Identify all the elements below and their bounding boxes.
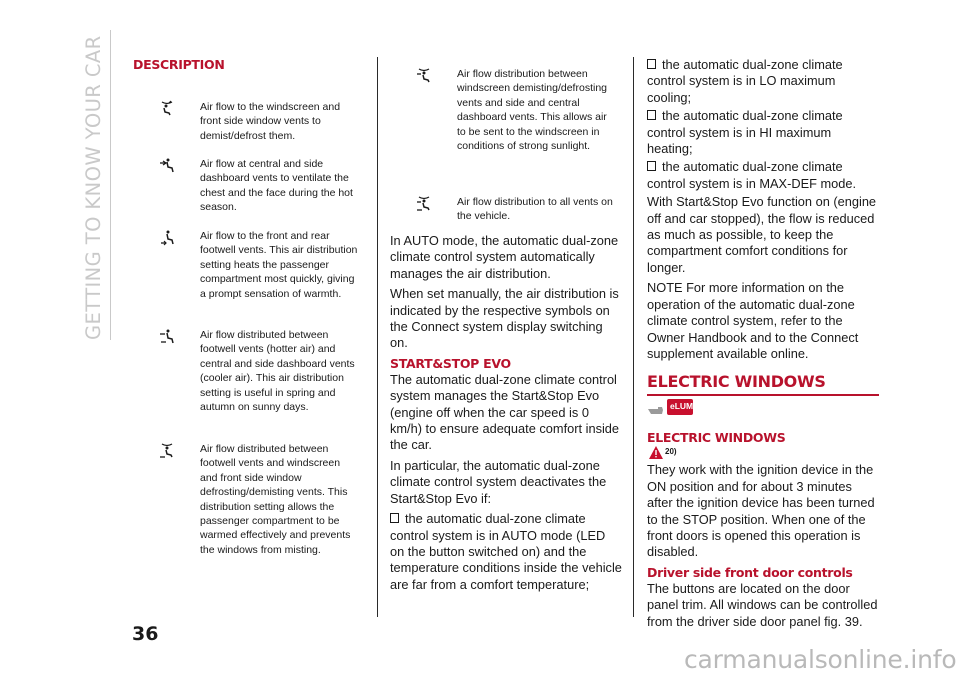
elum-badge <box>667 399 693 415</box>
paragraph: The automatic dual-zone climate control system manages the Start&Stop Evo (engine off when the car speed is 0 km/h) to ensure adequate comfort inside the car. <box>390 371 620 453</box>
paragraph: In AUTO mode, the automatic dual-zone climate control system automatically manages the air distribution. <box>390 233 619 281</box>
page-number: 36 <box>132 623 159 645</box>
elum-badge-row <box>647 396 879 420</box>
airflow-item-text: Air flow distributed between footwell vents (hotter air) and central and side dashboard vents (cooler air). This air distribution setting is useful in spring and autumn on sunny days. <box>200 329 355 414</box>
warning-triangle-icon <box>649 446 663 459</box>
paragraph: When set manually, the air distribution is indicated by the respective symbols on the Connect system display switching on. <box>390 286 619 351</box>
description-heading: DESCRIPTION <box>133 57 225 72</box>
chapter-title: GETTING TO KNOW YOUR CAR <box>82 35 105 340</box>
checkbox-bullet-icon <box>647 110 656 120</box>
checkbox-bullet-icon <box>647 161 656 171</box>
column-divider-1 <box>377 57 378 617</box>
airflow-windscreen-dashboard-icon <box>415 66 433 84</box>
sidebar-divider <box>110 30 111 340</box>
checkbox-bullet-icon <box>390 513 399 523</box>
airflow-footwell-windscreen-icon <box>158 441 176 459</box>
airflow-footwell-dashboard-icon <box>158 327 176 345</box>
bullet-item <box>647 57 879 106</box>
column-divider-2 <box>633 57 634 617</box>
electric-windows-subheading: ELECTRIC WINDOWS <box>647 430 786 446</box>
electric-windows-section-heading: ELECTRIC WINDOWS <box>647 372 826 392</box>
bullet-item <box>647 108 879 157</box>
airflow-windscreen-icon <box>158 99 176 117</box>
bullet-text: the automatic dual-zone climate control system is in MAX-DEF mode. <box>647 159 857 191</box>
driver-door-controls-heading: Driver side front door controls <box>647 564 853 580</box>
checkbox-bullet-icon <box>647 59 656 69</box>
bullet-text: the automatic dual-zone climate control system is in HI maximum heating; <box>647 108 843 157</box>
chapter-sidebar <box>82 35 112 340</box>
airflow-all-vents-icon <box>415 194 433 212</box>
warning-row <box>647 446 879 462</box>
airflow-item-text: Air flow at central and side dashboard vents to ventilate the chest and the face during the hot season. <box>200 158 353 214</box>
warning-reference: 20) <box>665 447 677 457</box>
airflow-footwell-icon <box>158 228 176 246</box>
airflow-item-text: Air flow distribution to all vents on the vehicle. <box>457 196 613 223</box>
column-3-body <box>647 57 879 634</box>
bullet-text: the automatic dual-zone climate control system is in LO maximum cooling; <box>647 57 843 105</box>
airflow-item-text: Air flow to the front and rear footwell vents. This air distribution setting heats the passenger compartment most quickly, giving a prompt sensation of warmth. <box>200 230 358 300</box>
elum-label: eLUM <box>670 401 694 412</box>
watermark: carmanualsonline.info <box>684 645 957 674</box>
bullet-item <box>390 511 622 593</box>
paragraph: NOTE For more information on the operation of the automatic dual-zone climate control system, refer to the Owner Handbook and to the Connect supplement available online. <box>647 280 859 361</box>
startstop-heading: START&STOP EVO <box>390 355 511 371</box>
paragraph: With Start&Stop Evo function on (engine off and car stopped), the flow is reduced as much as possible, to keep the compartment comfort conditions for longer. <box>647 194 877 275</box>
paragraph: The buttons are located on the door panel trim. All windows can be controlled from the driver side door panel fig. 39. <box>647 580 878 629</box>
column-2-body <box>390 233 622 595</box>
pointing-hand-icon <box>647 404 665 416</box>
bullet-item <box>647 159 879 192</box>
airflow-dashboard-icon <box>158 156 176 174</box>
airflow-item-text: Air flow distributed between footwell vents and windscreen and front side window defrosting/demisting vents. This distribution setting allows the passenger compartment to be warmed effectively and prevents the windows from misting. <box>200 443 351 556</box>
paragraph: In particular, the automatic dual-zone climate control system deactivates the Start&Stop Evo if: <box>390 457 607 506</box>
airflow-item-text: Air flow distribution between windscreen demisting/defrosting vents and side and central dashboard vents. This allows air to be sent to the windscreen in conditions of strong sunlight. <box>457 68 607 153</box>
bullet-text: the automatic dual-zone climate control system is in AUTO mode (LED on the button switched on) and the temperature conditions inside the vehicle are far from a comfort temperature; <box>390 511 622 592</box>
paragraph: They work with the ignition device in the ON position and for about 3 minutes after the ignition device has been turned to the STOP position. When one of the front doors is opened this operation is disabled. <box>647 462 875 560</box>
airflow-item-text: Air flow to the windscreen and front side window vents to demist/defrost them. <box>200 101 341 142</box>
